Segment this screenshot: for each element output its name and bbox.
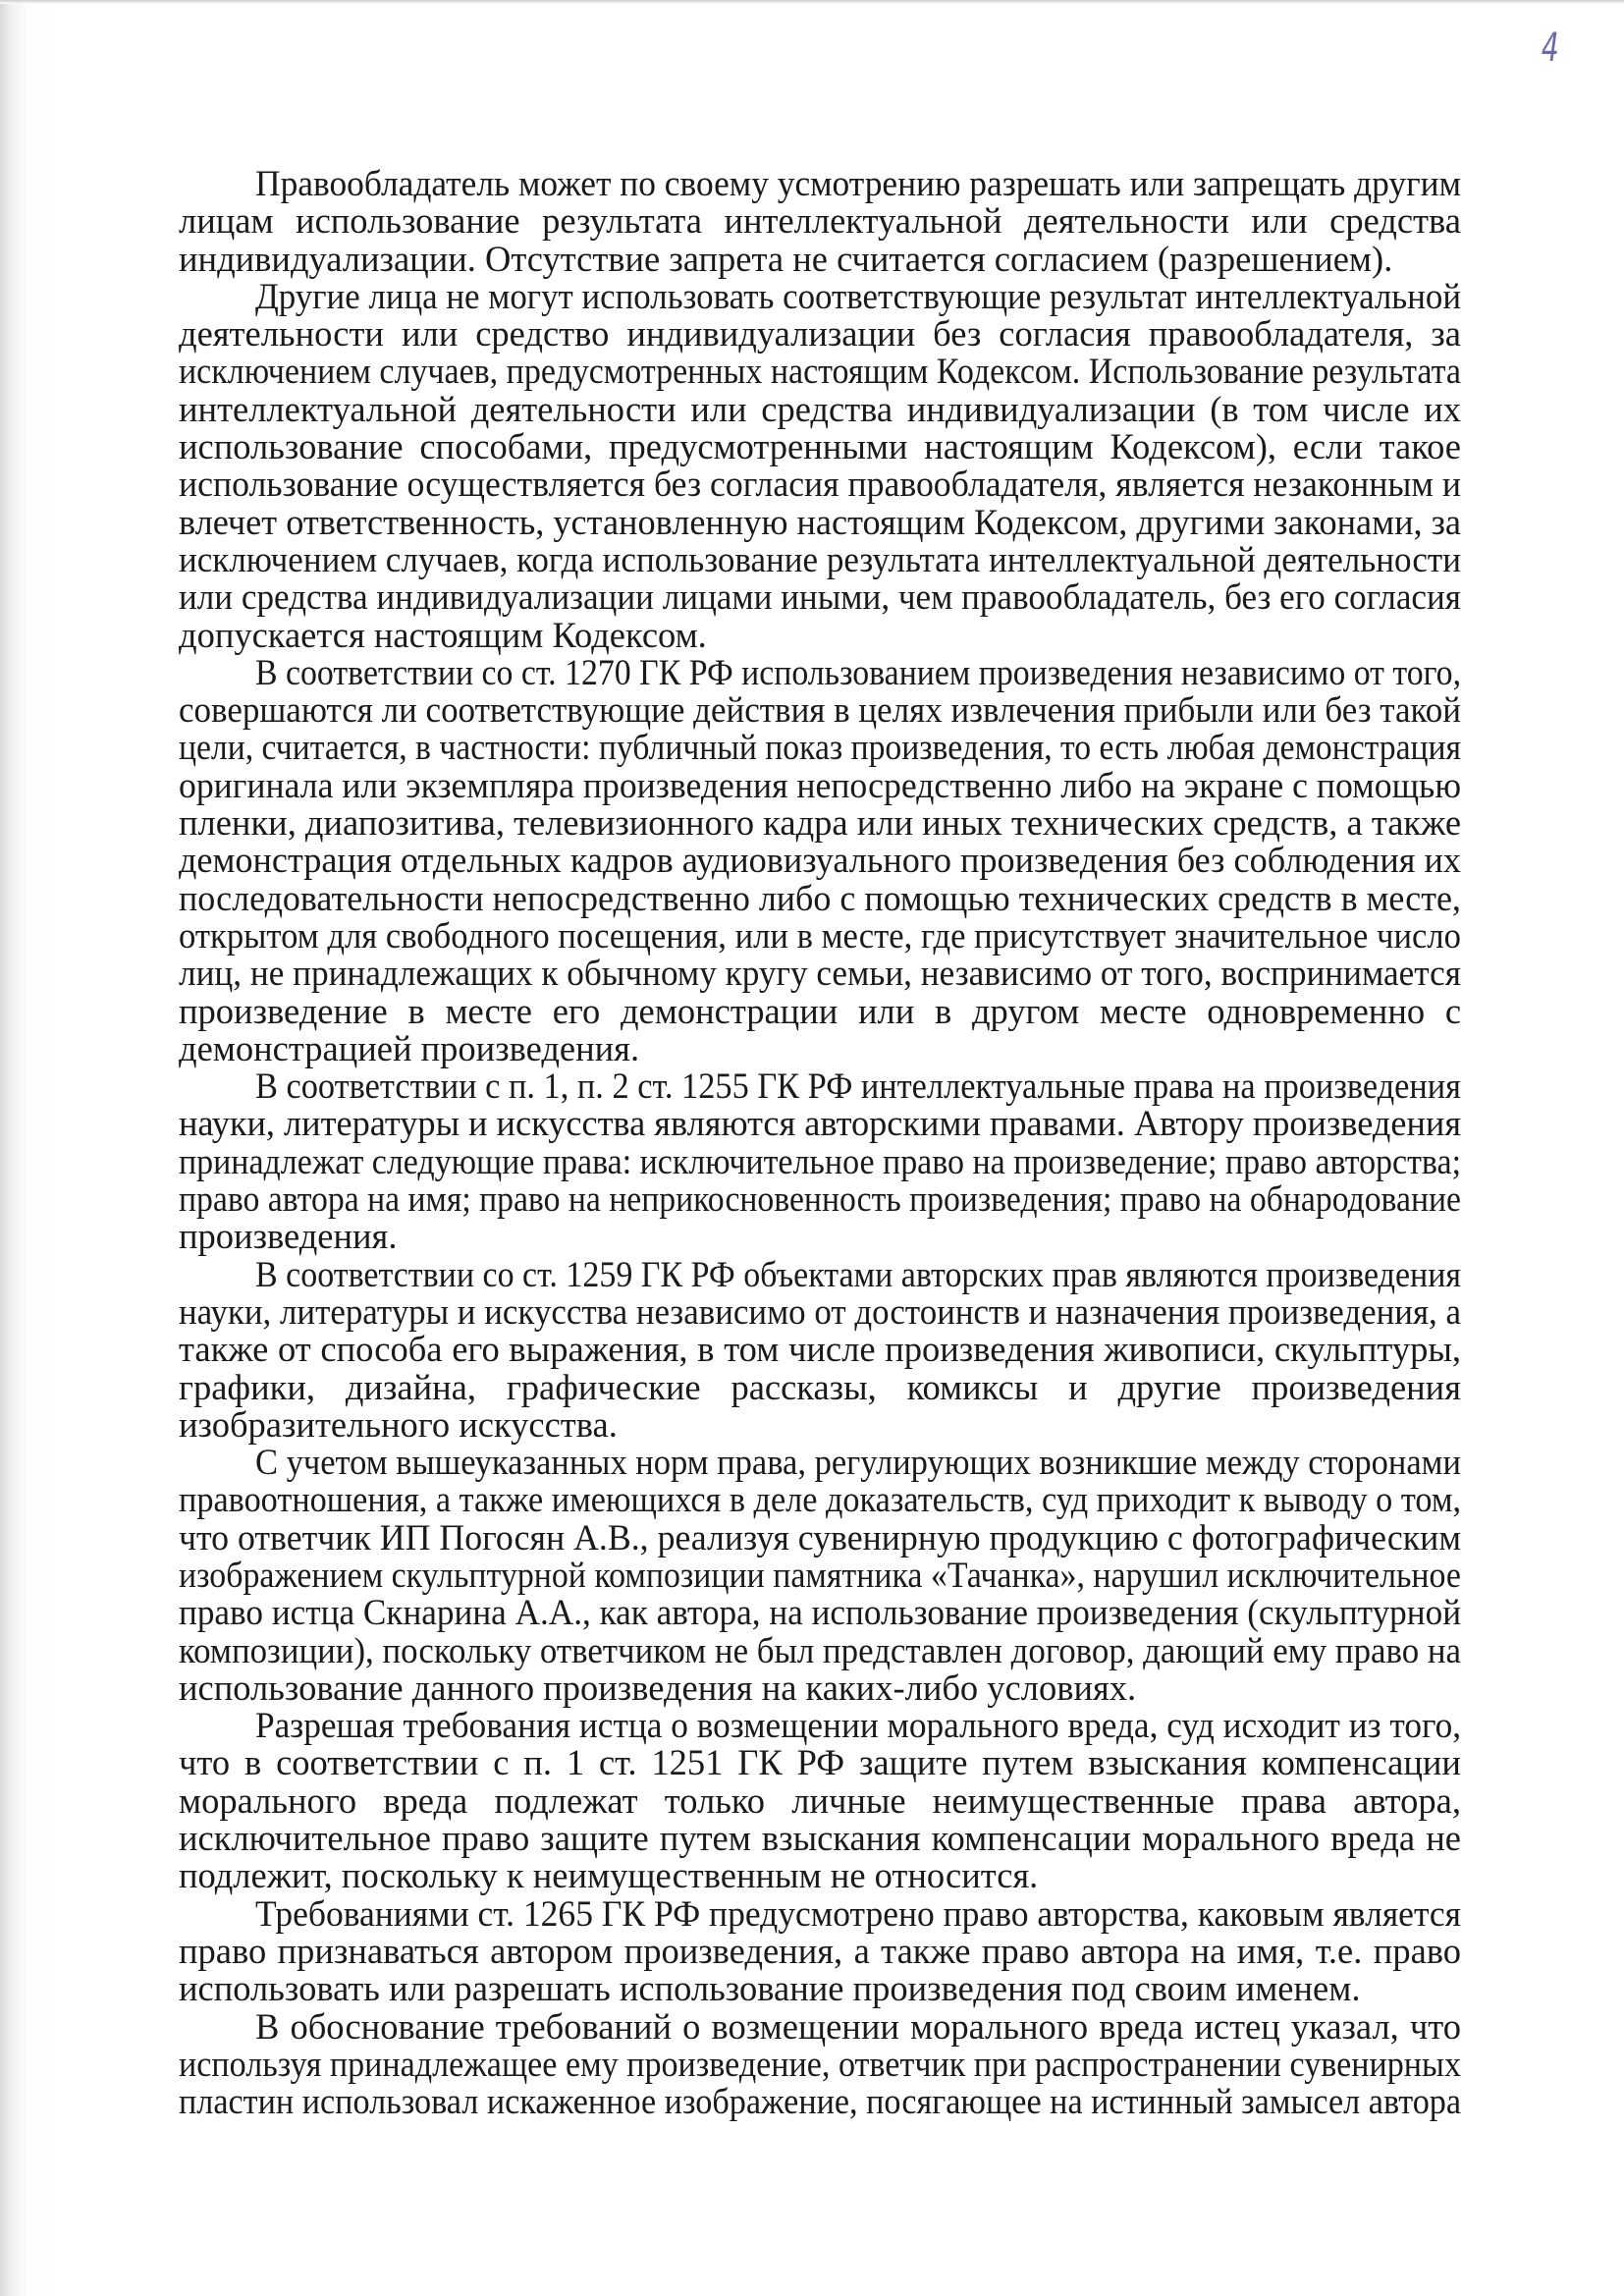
text-line-content: что в соответствии с п. 1 ст. 1251 ГК РФ защите путем взыскания компенсации: [179, 1742, 1461, 1783]
text-line-content: пластин использовал искаженное изображение, посягающее на истинный замысел автора: [179, 2081, 1462, 2122]
text-line: [179, 1629, 1461, 1670]
text-line: [179, 1105, 1461, 1142]
text-line: [179, 538, 1461, 579]
text-line-content: произведения.: [179, 1216, 398, 1257]
text-line-content: графики, дизайна, графические рассказы, комиксы и другие произведения: [179, 1366, 1461, 1407]
text-line-content: В соответствии со ст. 1270 ГК РФ использованием произведения независимо от того,: [255, 651, 1462, 692]
text-line-content: науки, литературы и искусства являются авторскими правами. Автору произведения: [179, 1103, 1462, 1144]
text-line-content: влечет ответственность, установленную настоящим Кодексом, другими законами, за: [179, 501, 1462, 542]
text-line-content: интеллектуальной деятельности или средства индивидуализации (в том числе их: [179, 388, 1461, 429]
text-line-content: Другие лица не могут использовать соответствующие результат интеллектуальной: [255, 275, 1461, 316]
text-line: [179, 1067, 1461, 1105]
text-line-content: использование осуществляется без согласия правообладателя, является незаконным и: [179, 464, 1462, 505]
text-line-content: право истца Скнарина А.А., как автора, на использование произведения (скульптурной: [179, 1592, 1462, 1633]
text-line: [179, 1516, 1461, 1558]
text-line: [179, 1253, 1462, 1294]
text-line: [179, 1892, 1462, 1934]
text-line: [179, 1857, 1461, 1894]
paragraph: [179, 1892, 1462, 2009]
text-line: [179, 651, 1462, 692]
text-line-content: исключением случаев, когда использование результата интеллектуальной деятельности: [179, 538, 1461, 579]
text-line: [179, 1707, 1461, 1744]
text-line-content: исключительное право защите путем взыскания компенсации морального вреда не: [179, 1818, 1461, 1859]
scan-edge: [0, 0, 1624, 4]
text-line: [179, 353, 1461, 390]
text-line: [179, 877, 1461, 918]
text-line-content: изображением скульптурной композиции памятника «Тачанка», нарушил исключительное: [179, 1554, 1461, 1595]
text-line-content: композиции), поскольку ответчиком не был представлен договор, дающий ему право на: [179, 1629, 1461, 1670]
text-line: [179, 165, 1461, 202]
text-line-content: демонстрацией произведения.: [179, 1027, 640, 1068]
text-line-content: морального вреда подлежат только личные неимущественные права автора,: [179, 1779, 1461, 1821]
text-line: [179, 1554, 1461, 1595]
text-line-content: лицам использование результата интеллектуальной деятельности или средства: [179, 200, 1461, 242]
text-line: [179, 1481, 1461, 1518]
text-line-content: право автора на имя; право на неприкосновенность произведения; право на обнародование: [179, 1178, 1461, 1220]
paragraph: [179, 651, 1462, 1068]
text-line-content: принадлежат следующие права: исключительное право на произведение; право авторства;: [179, 1140, 1462, 1181]
paragraph: [179, 1067, 1461, 1255]
text-line: [179, 1930, 1462, 1971]
text-line-content: С учетом вышеуказанных норм права, регулирующих возникшие между сторонами: [255, 1442, 1461, 1483]
text-line-content: демонстрация отдельных кадров аудиовизуального произведения без соблюдения их: [179, 840, 1461, 881]
text-line: [179, 1331, 1461, 1368]
text-line-content: исключением случаев, предусмотренных настоящим Кодексом. Использование результата: [179, 351, 1461, 392]
text-line: [179, 202, 1461, 240]
text-line: [179, 1669, 1461, 1707]
text-line: [179, 804, 1461, 842]
text-line-content: или средства индивидуализации лицами иными, чем правообладатель, без его согласия: [179, 576, 1461, 618]
text-line: [179, 1444, 1461, 1481]
text-line: [179, 1594, 1461, 1631]
text-line: [179, 1218, 1461, 1255]
text-line-content: использовать или разрешать использование произведения под своим именем.: [179, 1968, 1361, 2009]
text-line-content: В соответствии с п. 1, п. 2 ст. 1255 ГК РФ интеллектуальные права на произведения: [255, 1066, 1461, 1107]
text-line: [179, 614, 1461, 655]
text-line: [179, 238, 1461, 279]
text-line-content: допускается настоящим Кодексом.: [179, 614, 707, 655]
paragraph: [179, 165, 1461, 278]
text-line: [179, 990, 1462, 1031]
text-line-content: лиц, не принадлежащих к обычному кругу семьи, независимо от того, воспринимается: [179, 953, 1461, 994]
text-line-content: Требованиями ст. 1265 ГК РФ предусмотрено право авторства, каковым является: [255, 1892, 1462, 1934]
text-line-content: использование способами, предусмотренными настоящим Кодексом), если такое: [179, 426, 1461, 467]
text-line: [179, 1970, 1461, 2007]
text-line-content: пленки, диапозитива, телевизионного кадра или иных технических средств, а также: [179, 802, 1462, 844]
text-line: [179, 1366, 1461, 1407]
text-line: [179, 764, 1461, 805]
text-line-content: произведение в месте его демонстрации или в другом месте одновременно с: [179, 990, 1462, 1031]
text-line-content: Правообладатель может по своему усмотрению разрешать или запрещать другим: [255, 163, 1461, 203]
page-number: 4: [1541, 26, 1559, 71]
paragraph: [179, 1253, 1462, 1445]
document-body: [179, 165, 1461, 2120]
text-line: [179, 1140, 1462, 1181]
text-line-content: Разрешая требования истца о возмещении морального вреда, суд исходит из того,: [255, 1705, 1462, 1746]
paragraph: [179, 1707, 1461, 1894]
text-line: [179, 1820, 1461, 1857]
text-line: [179, 2005, 1462, 2047]
text-line: [179, 1180, 1461, 1218]
text-line-content: использование данного произведения на каких-либо условиях.: [179, 1667, 1137, 1708]
text-line: [179, 914, 1461, 956]
text-line-content: В обоснование требований о возмещении морального вреда истец указал, что: [255, 2005, 1462, 2047]
text-line-content: цели, считается, в частности: публичный показ произведения, то есть любая демонстрация: [179, 727, 1461, 768]
text-line-content: деятельности или средство индивидуализации без согласия правообладателя, за: [179, 313, 1462, 355]
text-line-content: индивидуализации. Отсутствие запрета не считается согласием (разрешением).: [179, 238, 1393, 279]
text-line: [179, 842, 1461, 879]
paragraph: [179, 275, 1462, 655]
text-line: [179, 1027, 1461, 1068]
text-line-content: право признаваться автором произведения, а также право автора на имя, т.е. право: [179, 1930, 1462, 1971]
text-line: [179, 315, 1461, 353]
text-line-content: последовательности непосредственно либо с помощью технических средств в месте,: [179, 877, 1461, 918]
text-line-content: совершаются ли соответствующие действия в целях извлечения прибыли или без такой: [179, 689, 1461, 731]
text-line: [179, 578, 1461, 616]
text-line: [179, 501, 1462, 542]
text-line: [179, 465, 1461, 503]
text-line: [179, 1779, 1461, 1821]
text-line: [179, 1290, 1461, 1332]
text-line: [179, 955, 1461, 992]
text-line: [179, 428, 1461, 465]
text-line-content: подлежит, поскольку к неимущественным не относится.: [179, 1855, 1039, 1896]
text-line-content: науки, литературы и искусства независимо от достоинств и назначения произведения, а: [179, 1290, 1461, 1332]
text-line-content: В соответствии со ст. 1259 ГК РФ объектами авторских прав являются произведения: [255, 1253, 1462, 1294]
text-line: [179, 1744, 1461, 1781]
text-line: [179, 691, 1461, 729]
text-line: [179, 2083, 1461, 2120]
text-line-content: оригинала или экземпляра произведения непосредственно либо на экране с помощью: [179, 764, 1461, 805]
text-line: [179, 729, 1461, 766]
text-line: [179, 388, 1461, 429]
text-line-content: открытом для свободного посещения, или в месте, где присутствует значительное число: [179, 914, 1461, 956]
text-line-content: правоотношения, а также имеющихся в деле доказательств, суд приходит к выводу о том,: [179, 1479, 1462, 1520]
text-line: [179, 1403, 1461, 1445]
text-line: [179, 275, 1461, 316]
text-line-content: также от способа его выражения, в том числе произведения живописи, скульптуры,: [179, 1329, 1461, 1370]
text-line-content: что ответчик ИП Погосян А.В., реализуя сувенирную продукцию с фотографическим: [179, 1516, 1461, 1558]
paragraph: [179, 2005, 1462, 2122]
text-line-content: используя принадлежащее ему произведение, ответчик при распространении сувенирных: [179, 2043, 1461, 2084]
text-line: [179, 2043, 1461, 2084]
text-line-content: изобразительного искусства.: [179, 1403, 618, 1445]
paragraph: [179, 1444, 1461, 1707]
